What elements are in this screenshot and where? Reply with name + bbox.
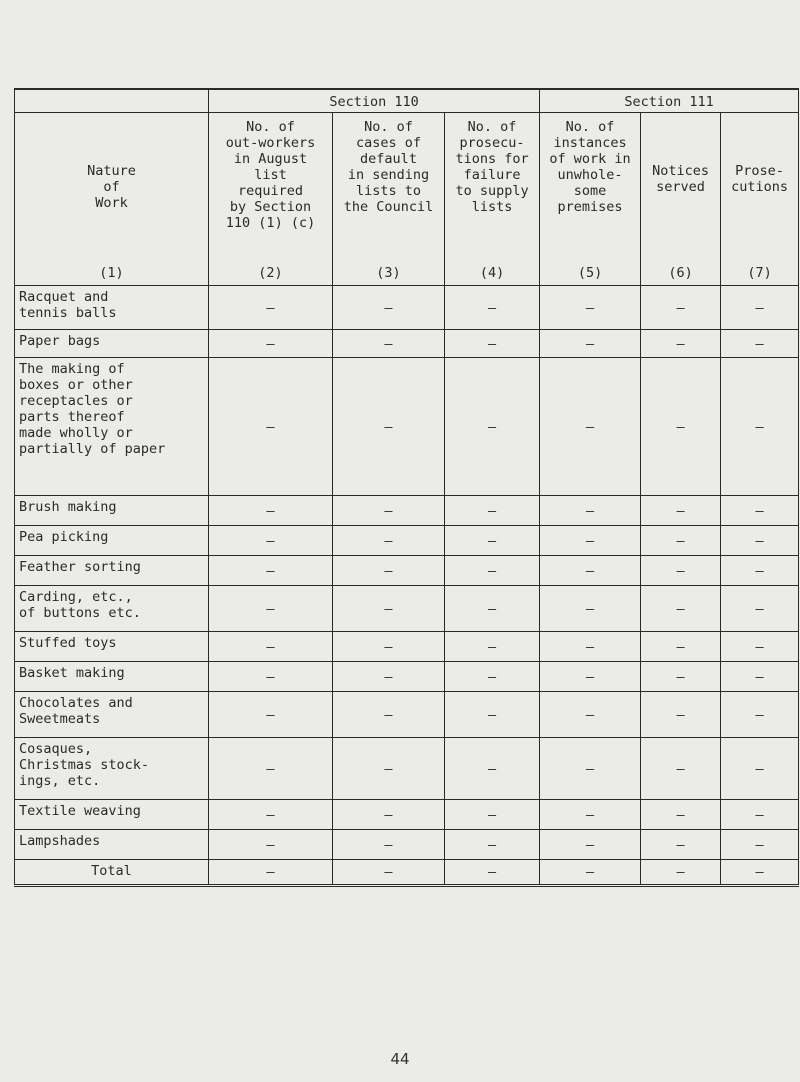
work-nature-label: Textile weaving [15, 800, 209, 830]
value-cell-col-4: – [445, 738, 540, 800]
value-cell-col-2: – [209, 830, 333, 860]
work-nature-label: Carding, etc., of buttons etc. [15, 586, 209, 632]
total-row [15, 860, 799, 886]
value-cell-col-4: – [445, 830, 540, 860]
value-cell-col-6: – [641, 330, 721, 358]
table-body [15, 89, 799, 886]
column-number: (5) [577, 265, 603, 281]
value-cell-col-3: – [333, 738, 445, 800]
table-row [15, 496, 799, 526]
value-cell-col-4: – [445, 662, 540, 692]
column-header-label: No. of prosecu- tions for failure to supply lists [455, 119, 529, 215]
value-cell-col-4: – [445, 358, 540, 496]
table-row [15, 358, 799, 496]
table-row [15, 800, 799, 830]
table-row [15, 662, 799, 692]
column-header-prosecutions-lists [445, 113, 540, 286]
value-cell-col-4: – [445, 496, 540, 526]
value-cell-col-2: – [209, 586, 333, 632]
value-cell-col-7: – [721, 662, 799, 692]
value-cell-col-3: – [333, 526, 445, 556]
column-header-label: Notices served [652, 163, 709, 195]
value-cell-col-6: – [641, 632, 721, 662]
value-cell-col-3: – [333, 800, 445, 830]
value-cell-col-7: – [721, 286, 799, 330]
work-nature-label: Stuffed toys [15, 632, 209, 662]
value-cell-col-5: – [540, 800, 641, 830]
value-cell-col-3: – [333, 496, 445, 526]
column-header-unwholesome-premises [540, 113, 641, 286]
corner-cell [15, 89, 209, 113]
table-row [15, 830, 799, 860]
value-cell-col-2: – [209, 800, 333, 830]
table-row [15, 692, 799, 738]
column-header-default-cases [333, 113, 445, 286]
work-nature-label: Basket making [15, 662, 209, 692]
value-cell-col-5: – [540, 586, 641, 632]
work-nature-label: Lampshades [15, 830, 209, 860]
column-number: (7) [747, 265, 772, 281]
value-cell-col-7: – [721, 586, 799, 632]
work-nature-label: The making of boxes or other receptacles or parts thereof made wholly or partially of paper [15, 358, 209, 496]
work-nature-label: Paper bags [15, 330, 209, 358]
value-cell-col-2: – [209, 330, 333, 358]
value-cell-col-3: – [333, 830, 445, 860]
value-cell-col-5: – [540, 662, 641, 692]
outworkers-table [14, 88, 799, 887]
work-nature-label: Brush making [15, 496, 209, 526]
value-cell-col-4: – [445, 632, 540, 662]
column-header-label: Nature of Work [87, 163, 136, 211]
table-row [15, 738, 799, 800]
value-cell-col-6: – [641, 800, 721, 830]
value-cell-col-3: – [333, 632, 445, 662]
column-number: (3) [376, 265, 401, 281]
value-cell-col-2: – [209, 526, 333, 556]
value-cell-col-6: – [641, 496, 721, 526]
value-cell-col-7: – [721, 800, 799, 830]
work-nature-label: Chocolates and Sweetmeats [15, 692, 209, 738]
value-cell-col-3: – [333, 556, 445, 586]
column-header-label: No. of out-workers in August list required by Section 110 (1) (c) [225, 119, 316, 231]
value-cell-col-2: – [209, 632, 333, 662]
value-cell-col-3: – [333, 358, 445, 496]
value-cell-col-6: – [641, 358, 721, 496]
table-row [15, 632, 799, 662]
table-row [15, 286, 799, 330]
value-cell-col-4: – [445, 526, 540, 556]
value-cell-col-7: – [721, 692, 799, 738]
value-cell-col-6: – [641, 692, 721, 738]
value-cell-col-2: – [209, 496, 333, 526]
value-cell-col-4: – [445, 800, 540, 830]
value-cell-col-5: – [540, 526, 641, 556]
value-cell-col-7: – [721, 330, 799, 358]
value-cell-col-5: – [540, 330, 641, 358]
column-header-label: No. of cases of default in sending lists to the Council [343, 119, 434, 215]
value-cell-col-6: – [641, 738, 721, 800]
work-nature-label: Racquet and tennis balls [15, 286, 209, 330]
value-cell-col-3: – [333, 586, 445, 632]
value-cell-col-6: – [641, 286, 721, 330]
value-cell-col-2: – [209, 860, 333, 886]
value-cell-col-5: – [540, 860, 641, 886]
value-cell-col-7: – [721, 632, 799, 662]
work-nature-label: Cosaques, Christmas stock- ings, etc. [15, 738, 209, 800]
section-110-header: Section 110 [209, 89, 540, 113]
value-cell-col-4: – [445, 556, 540, 586]
value-cell-col-5: – [540, 286, 641, 330]
value-cell-col-2: – [209, 692, 333, 738]
value-cell-col-5: – [540, 692, 641, 738]
value-cell-col-5: – [540, 632, 641, 662]
value-cell-col-7: – [721, 738, 799, 800]
column-header-notices-served [641, 113, 721, 286]
work-nature-label: Pea picking [15, 526, 209, 556]
value-cell-col-6: – [641, 860, 721, 886]
value-cell-col-4: – [445, 692, 540, 738]
work-nature-label: Feather sorting [15, 556, 209, 586]
value-cell-col-2: – [209, 286, 333, 330]
value-cell-col-3: – [333, 330, 445, 358]
column-number: (4) [479, 265, 505, 281]
column-header-label: No. of instances of work in unwhole- some premises [549, 119, 631, 215]
section-111-header: Section 111 [540, 89, 799, 113]
page-number: 44 [390, 1050, 410, 1068]
value-cell-col-2: – [209, 738, 333, 800]
value-cell-col-3: – [333, 860, 445, 886]
value-cell-col-3: – [333, 692, 445, 738]
value-cell-col-5: – [540, 556, 641, 586]
table-row [15, 586, 799, 632]
section-header-row [15, 89, 799, 113]
column-header-prosecutions [721, 113, 799, 286]
column-number: (1) [99, 265, 124, 281]
value-cell-col-2: – [209, 662, 333, 692]
value-cell-col-6: – [641, 662, 721, 692]
value-cell-col-7: – [721, 526, 799, 556]
table-row [15, 526, 799, 556]
value-cell-col-6: – [641, 830, 721, 860]
column-header-nature [15, 113, 209, 286]
column-header-label: Prose- cutions [731, 163, 788, 195]
column-header-row [15, 113, 799, 286]
value-cell-col-6: – [641, 586, 721, 632]
column-header-outworkers [209, 113, 333, 286]
value-cell-col-2: – [209, 556, 333, 586]
value-cell-col-2: – [209, 358, 333, 496]
value-cell-col-7: – [721, 860, 799, 886]
column-number: (2) [258, 265, 283, 281]
value-cell-col-7: – [721, 556, 799, 586]
value-cell-col-5: – [540, 496, 641, 526]
total-label: Total [15, 860, 209, 886]
value-cell-col-5: – [540, 738, 641, 800]
value-cell-col-7: – [721, 358, 799, 496]
value-cell-col-4: – [445, 330, 540, 358]
table-row [15, 330, 799, 358]
value-cell-col-4: – [445, 586, 540, 632]
value-cell-col-6: – [641, 526, 721, 556]
value-cell-col-5: – [540, 358, 641, 496]
table-row [15, 556, 799, 586]
value-cell-col-4: – [445, 286, 540, 330]
value-cell-col-6: – [641, 556, 721, 586]
value-cell-col-5: – [540, 830, 641, 860]
value-cell-col-3: – [333, 662, 445, 692]
value-cell-col-3: – [333, 286, 445, 330]
value-cell-col-7: – [721, 830, 799, 860]
value-cell-col-4: – [445, 860, 540, 886]
value-cell-col-7: – [721, 496, 799, 526]
column-number: (6) [668, 265, 693, 281]
